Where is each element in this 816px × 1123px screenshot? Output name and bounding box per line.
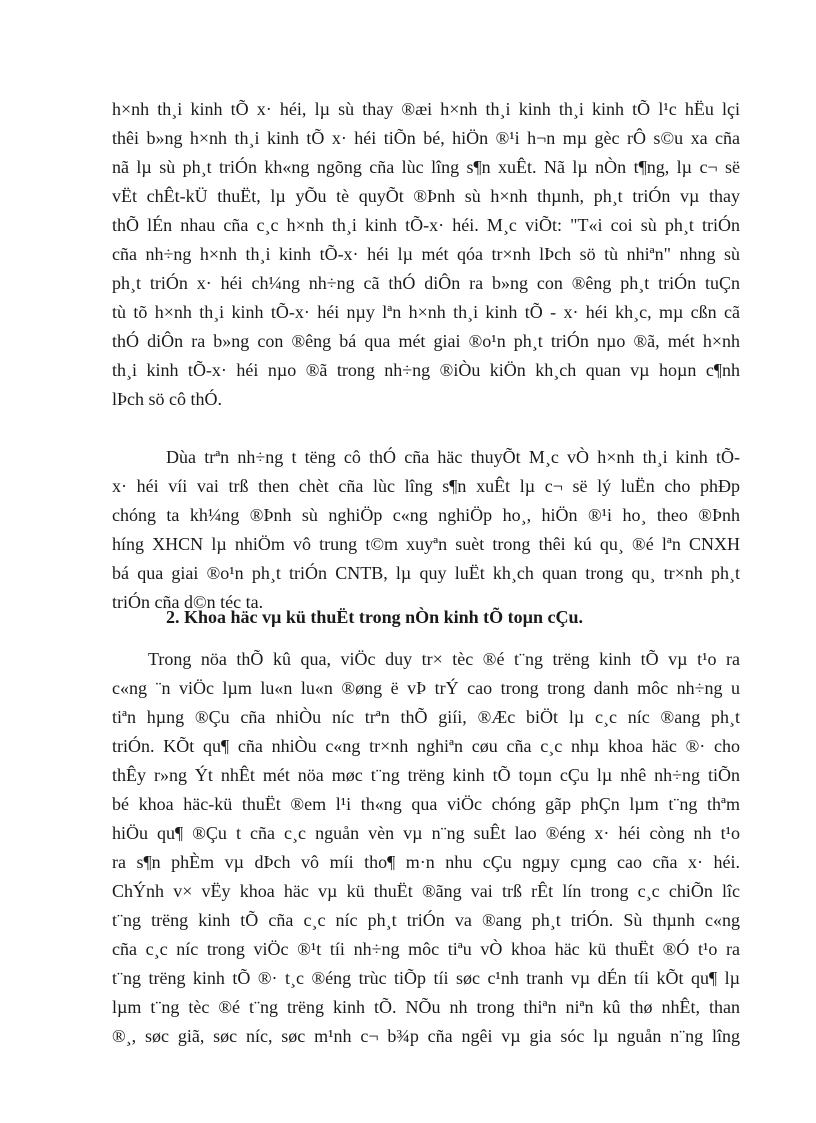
paragraph-line: thêi b»ng h×nh th¸i kinh tÕ x· héi tiÕn bé, hiÖn ®¹i h¬n mµ gèc rÔ s©u xa cña (112, 128, 740, 148)
paragraph-line: thÕ lÉn nhau cña c¸c h×nh th¸i kinh tÕ-x· héi. M¸c viÕt: "T«i coi sù ph¸t triÓn (112, 215, 740, 235)
paragraph-line: cña nh÷ng h×nh th¸i kinh tÕ-x· héi lµ mét qóa tr×nh lÞch sö tù nhiªn" nhng sù (112, 244, 740, 264)
paragraph-line: hiÖu qu¶ ®Çu t cña c¸c nguån vèn vµ n¨ng suÊt lao ®éng x· héi còng nh t¹o (112, 823, 740, 843)
paragraph-line: ra s¶n phÈm vµ dÞch vô míi tho¶ m·n nhu cÇu ngµy cµng cao cña x· héi. (112, 852, 740, 872)
section-heading: 2. Khoa häc vµ kü thuËt trong nÒn kinh tÕ toµn cÇu. (166, 607, 584, 627)
paragraph-line: cña c¸c níc trong viÖc ®¹t tíi nh÷ng môc tiªu vÒ khoa häc kü thuËt ®Ó t¹o ra (112, 939, 740, 959)
paragraph-line: bé khoa häc-kü thuËt ®em l¹i th«ng qua viÖc chóng gãp phÇn lµm t¨ng thªm (112, 794, 740, 814)
paragraph-line: thÊy r»ng Ýt nhÊt mét nöa møc t¨ng trëng kinh tÕ toµn cÇu lµ nhê nh÷ng tiÕn (112, 765, 740, 785)
paragraph-line: Trong nöa thÕ kû qua, viÖc duy tr× tèc ®é t¨ng trëng kinh tÕ vµ t¹o ra (148, 649, 740, 669)
paragraph-line: c«ng ¨n viÖc lµm lu«n lu«n ®øng ë vÞ trÝ cao trong trong danh môc nh÷ng u (112, 678, 740, 698)
paragraph-line: t¨ng trëng kinh tÕ cña c¸c níc ph¸t triÓn va ®ang ph¸t triÓn. Sù thµnh c«ng (112, 910, 740, 930)
paragraph-line: bá qua giai ®o¹n ph¸t triÓn CNTB, lµ quy luËt kh¸ch quan trong qu¸ tr×nh ph¸t (112, 563, 740, 583)
paragraph-line: th¸i kinh tÕ-x· héi nµo ®ã trong nh÷ng ®iÒu kiÖn kh¸ch quan vµ hoµn c¶nh (112, 360, 740, 380)
paragraph-line: ph¸t triÓn x· héi ch¼ng nh÷ng cã thÓ diÔn ra b»ng con ®êng ph¸t triÓn tuÇn (112, 273, 740, 293)
paragraph-line: nã lµ sù ph¸t triÓn kh«ng ngõng cña lùc lîng s¶n xuÊt. Nã lµ nÒn t¶ng, lµ c¬ së (112, 157, 740, 177)
paragraph-line: lµm t¨ng tèc ®é t¨ng trëng kinh tÕ. NÕu nh trong thiªn niªn kû thø nhÊt, than (112, 997, 740, 1017)
paragraph-line: Dùa trªn nh÷ng t tëng cô thÓ cña häc thuyÕt M¸c vÒ h×nh th¸i kinh tÕ- (166, 447, 740, 467)
paragraph-line: x· héi víi vai trß then chèt cña lùc lîng s¶n xuÊt lµ c¬ së lý luËn cho phÐp (112, 476, 740, 496)
paragraph-line: triÓn. KÕt qu¶ cña nhiÒu c«ng tr×nh nghiªn cøu cña c¸c nhµ khoa häc ®· cho (112, 736, 740, 756)
paragraph-line: thÓ diÔn ra b»ng con ®êng bá qua mét giai ®o¹n ph¸t triÓn nµo ®ã, mét h×nh (112, 331, 740, 351)
paragraph-line: tù tõ h×nh th¸i kinh tÕ-x· héi nµy lªn h×nh th¸i kinh tÕ - x· héi kh¸c, mµ cßn cã (112, 302, 740, 322)
paragraph-line: híng XHCN lµ nhiÖm vô trung t©m xuyªn suèt trong thêi kú qu¸ ®é lªn CNXH (112, 534, 740, 554)
paragraph-line: t¨ng trëng kinh tÕ ®· t¸c ®éng trùc tiÕp tíi søc c¹nh tranh vµ dÉn tíi kÕt qu¶ lµ (112, 968, 740, 988)
paragraph-line: tiªn hµng ®Çu cña nhiÒu níc trªn thÕ giíi, ®Æc biÖt lµ c¸c níc ®ang ph¸t (112, 707, 740, 727)
paragraph-line: lÞch sö cô thÓ. (112, 389, 222, 409)
paragraph-line: triÓn cña d©n téc ta. (112, 592, 264, 612)
paragraph-line: vËt chÊt-kÜ thuËt, lµ yÕu tè quyÕt ®Þnh sù h×nh thµnh, ph¸t triÓn vµ thay (112, 186, 740, 206)
paragraph-line: chóng ta kh¼ng ®Þnh sù nghiÖp c«ng nghiÖp ho¸, hiÖn ®¹i ho¸ theo ®Þnh (112, 505, 740, 525)
paragraph-line: ChÝnh v× vËy khoa häc vµ kü thuËt ®ãng vai trß rÊt lín trong c¸c chiÕn lîc (112, 881, 740, 901)
paragraph-line: h×nh th¸i kinh tÕ x· héi, lµ sù thay ®æi h×nh th¸i kinh th¸i kinh tÕ l¹c hËu lçi (112, 99, 740, 119)
paragraph-line: ®¸, søc giã, søc níc, søc m¹nh c¬ b¾p cña ngêi vµ gia sóc lµ nguån n¨ng lîng (112, 1026, 740, 1046)
